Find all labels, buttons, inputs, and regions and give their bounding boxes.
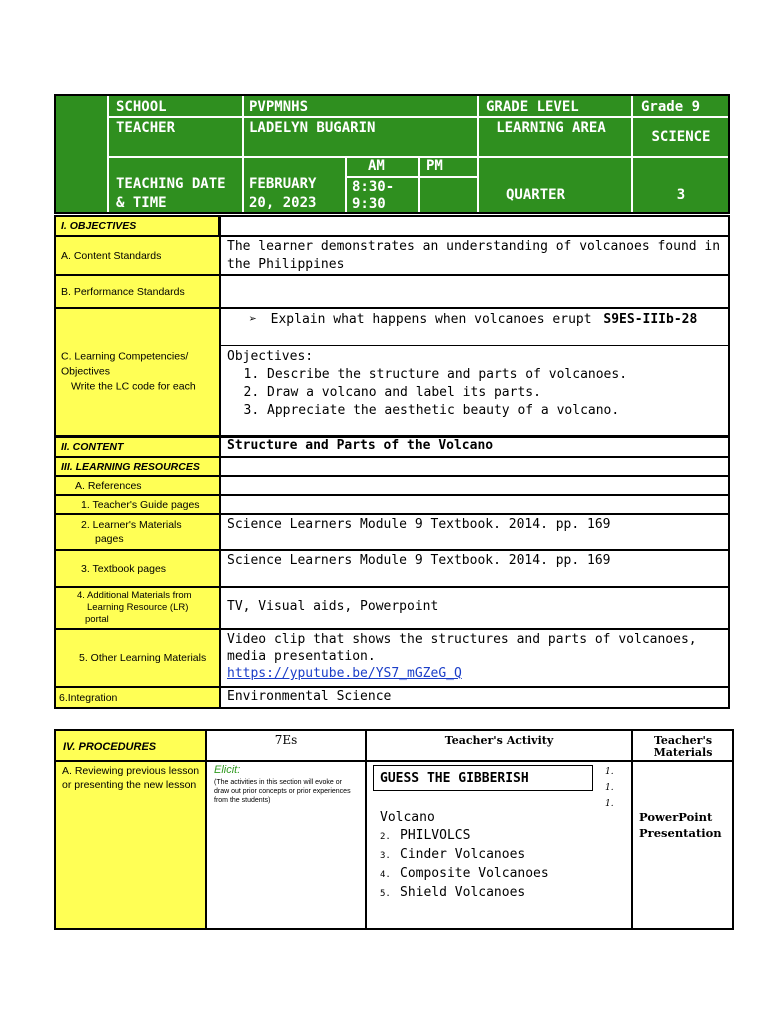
content-value: Structure and Parts of the Volcano <box>220 436 730 457</box>
competency-text: Explain what happens when volcanoes erupt <box>270 312 592 327</box>
other-materials-row <box>54 629 730 687</box>
textbook-value: Science Learners Module 9 Textbook. 2014. pp. 169 <box>220 550 730 587</box>
list-item: 5. Shield Volcanoes <box>380 885 526 900</box>
additional-materials-value: TV, Visual aids, Powerpoint <box>220 587 730 629</box>
lesson-header <box>54 94 730 214</box>
teacher-label: TEACHER <box>116 120 176 136</box>
resources-label: III. LEARNING RESOURCES <box>61 460 200 473</box>
competency-code: S9ES-IIIb-28 <box>603 312 698 327</box>
objectives-row <box>54 215 730 236</box>
grade-label: GRADE LEVEL <box>486 99 579 115</box>
competencies-label: C. Learning Competencies/ Objectives <box>61 350 189 378</box>
list-item: 3. Cinder Volcanoes <box>380 847 526 862</box>
teachers-guide-row <box>54 495 730 514</box>
list-item: Volcano <box>380 810 435 825</box>
school-value: PVPMNHS <box>249 99 309 115</box>
time-value: 8:30- 9:30 <box>352 179 395 212</box>
video-link[interactable]: https://yputube.be/YS7_mGZeG_Q <box>227 666 462 681</box>
objectives-heading: Objectives: <box>227 349 314 364</box>
side-number: 1. <box>605 783 614 793</box>
integration-row <box>54 687 730 708</box>
content-standards-value: The learner demonstrates an understanding of volcanoes found in the Philippines <box>220 236 730 275</box>
elicit-note: (The activities in this section will evoke or draw out prior concepts or prior experiences from the students) <box>214 779 351 804</box>
teacher-value: LADELYN BUGARIN <box>249 120 376 136</box>
teachers-guide-label: 1. Teacher's Guide pages <box>81 498 200 511</box>
side-number: 1. <box>605 767 614 777</box>
pm-label: PM <box>426 158 443 174</box>
performance-standards-row <box>54 275 730 308</box>
learners-materials-value: Science Learners Module 9 Textbook. 2014. pp. 169 <box>220 514 730 550</box>
arrow-bullet-icon: ➢ <box>249 312 257 327</box>
other-materials-value: Video clip that shows the structures and parts of volcanoes, media presentation. <box>227 632 697 664</box>
other-materials-label: 5. Other Learning Materials <box>79 652 207 664</box>
content-row <box>54 436 730 457</box>
materials-value: PowerPoint Presentation <box>639 810 722 840</box>
additional-materials-row <box>54 587 730 629</box>
learners-materials-label: 2. Learner's Materials <box>81 519 182 531</box>
performance-standards-label: B. Performance Standards <box>61 285 185 298</box>
objective-item: 3. Appreciate the aesthetic beauty of a volcano. <box>267 402 723 420</box>
col-materials: Teacher's Materials <box>653 734 713 759</box>
grade-value: Grade 9 <box>641 99 701 115</box>
objectives-list <box>227 366 723 420</box>
objective-item: 2. Draw a volcano and label its parts. <box>267 384 723 402</box>
content-label: II. CONTENT <box>61 441 124 453</box>
quarter-label: QUARTER <box>506 187 566 203</box>
learners-materials-sublabel: pages <box>95 533 124 545</box>
competencies-sublabel: Write the LC code for each <box>71 380 196 393</box>
integration-value: Environmental Science <box>220 687 730 708</box>
procedures-title: IV. PROCEDURES <box>63 741 157 753</box>
step-a-label: A. Reviewing previous lesson or presenting the new lesson <box>62 765 200 791</box>
learners-materials-row <box>54 514 730 550</box>
quarter-value: 3 <box>676 187 686 203</box>
textbook-label: 3. Textbook pages <box>81 562 167 575</box>
objective-item: 1. Describe the structure and parts of volcanoes. <box>267 366 723 384</box>
date-label: TEACHING DATE & TIME <box>116 176 226 211</box>
area-value: SCIENCE <box>651 129 711 145</box>
area-label: LEARNING AREA <box>496 120 606 136</box>
content-standards-label: A. Content Standards <box>61 249 162 262</box>
school-label: SCHOOL <box>116 99 167 115</box>
col-activity: Teacher's Activity <box>444 734 554 747</box>
procedures-table <box>54 729 734 930</box>
resources-row <box>54 457 730 476</box>
objectives-label: I. OBJECTIVES <box>61 219 137 232</box>
competencies-row <box>54 308 730 436</box>
list-item: 4. Composite Volcanoes <box>380 866 549 881</box>
date-value: FEBRUARY 20, 2023 <box>249 176 317 211</box>
list-item: 2. PHILVOLCS <box>380 828 471 843</box>
additional-materials-sublabel: Learning Resource (LR) <box>87 602 189 613</box>
textbook-row <box>54 550 730 587</box>
col-7es: 7Es <box>274 733 298 747</box>
references-label: A. References <box>75 479 142 492</box>
references-row <box>54 476 730 495</box>
side-number: 1. <box>605 799 614 809</box>
elicit-label: Elicit: <box>214 764 241 776</box>
am-label: AM <box>368 158 385 174</box>
game-title: GUESS THE GIBBERISH <box>380 771 529 786</box>
additional-materials-sublabel-2: portal <box>85 614 109 625</box>
integration-label: 6.Integration <box>59 691 118 704</box>
content-standards-row <box>54 236 730 275</box>
objectives-table <box>54 215 730 709</box>
additional-materials-label: 4. Additional Materials from <box>77 590 192 601</box>
